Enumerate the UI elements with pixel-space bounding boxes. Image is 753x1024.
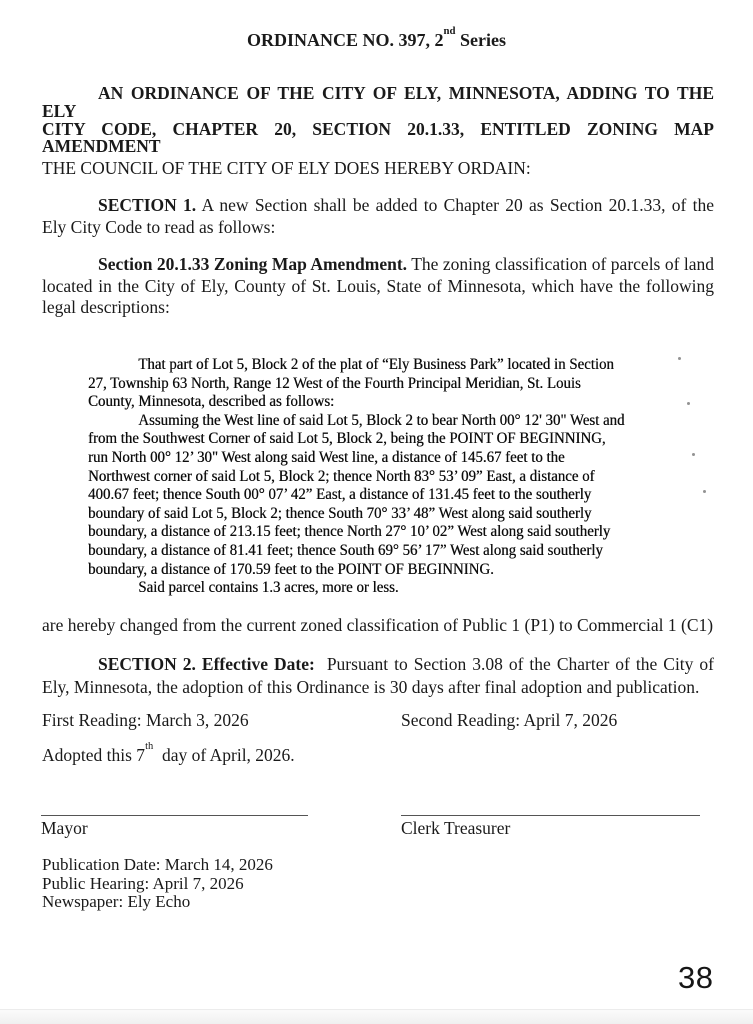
ordain-clause: THE COUNCIL OF THE CITY OF ELY DOES HEREBY ORDAIN: xyxy=(42,158,531,178)
adopted-superscript: th xyxy=(145,740,154,752)
legal-line: from the Southwest Corner of said Lot 5, Block 2, being the POINT OF BEGINNING, xyxy=(88,430,606,448)
legal-line: Said parcel contains 1.3 acres, more or less. xyxy=(138,579,399,597)
ordinance-title-superscript: nd xyxy=(443,24,456,37)
section-1-lead: SECTION 1. xyxy=(98,195,197,215)
scan-speck xyxy=(703,490,706,493)
legal-line: 400.67 feet; thence South 00° 07’ 42” East, a distance of 131.45 feet to the southerly xyxy=(88,486,592,504)
ordinance-title-prefix: ORDINANCE NO. 397, 2 xyxy=(246,30,444,50)
section-1-paragraph xyxy=(42,194,714,238)
section-20-1-33-body: The zoning classification of parcels of land located in the City of Ely, County of St. Louis, State of Minnesota, which have the following legal descriptions: xyxy=(42,254,714,318)
heading-line-2: CITY CODE, CHAPTER 20, SECTION 20.1.33, ENTITLED ZONING MAP xyxy=(42,118,714,139)
legal-line: Northwest corner of said Lot 5, Block 2; thence North 83° 53’ 09” East, a distance of xyxy=(88,467,595,485)
page-number: 38 xyxy=(678,960,714,995)
legal-description-block xyxy=(88,356,646,598)
scan-speck xyxy=(678,357,681,360)
section-20-1-33-lead: Section 20.1.33 Zoning Map Amendment. xyxy=(98,254,408,274)
clerk-treasurer-signature-line xyxy=(401,815,700,816)
publication-info-block xyxy=(42,856,542,912)
publication-date-line: Publication Date: March 14, 2026 xyxy=(42,855,273,874)
adopted-prefix: Adopted this 7 xyxy=(42,745,146,765)
section-1-body: A new Section shall be added to Chapter 20 as Section 20.1.33, of the Ely City Code to read as follows: xyxy=(42,195,714,238)
rezoning-clause: are hereby changed from the current zoned classification of Public 1 (P1) to Commercial 1 (C1) xyxy=(42,615,714,635)
legal-line: County, Minnesota, described as follows: xyxy=(88,393,335,411)
section-20-1-33-paragraph xyxy=(42,254,714,319)
public-hearing-line: Public Hearing: April 7, 2026 xyxy=(42,873,244,893)
section-2-body: Pursuant to Section 3.08 of the Charter of the City of Ely, Minnesota, the adoption of this Ordinance is 30 days after final adoption and publication. xyxy=(42,654,715,697)
legal-line: boundary, a distance of 213.15 feet; thence North 27° 10’ 02” West along said southerly xyxy=(88,523,611,541)
viewer-bottom-edge xyxy=(0,1009,753,1024)
legal-line: 27, Township 63 North, Range 12 West of the Fourth Principal Meridian, St. Louis xyxy=(88,374,581,392)
readings-row xyxy=(42,710,714,732)
heading-line-3: AMENDMENT xyxy=(42,136,161,157)
legal-line: That part of Lot 5, Block 2 of the plat of “Ely Business Park” located in Section xyxy=(138,356,614,373)
scan-speck xyxy=(692,453,695,456)
first-reading: First Reading: March 3, 2026 xyxy=(42,710,249,730)
newspaper-line: Newspaper: Ely Echo xyxy=(42,892,191,912)
mayor-signature-block xyxy=(41,815,308,839)
scan-speck xyxy=(687,402,690,405)
mayor-signature-label: Mayor xyxy=(41,818,88,838)
legal-line: Assuming the West line of said Lot 5, Block 2 to bear North 00° 12' 30" West and xyxy=(138,411,625,429)
legal-line: boundary of said Lot 5, Block 2; thence South 70° 33’ 48” West along said southerly xyxy=(88,504,592,522)
legal-line: boundary, a distance of 170.59 feet to the POINT OF BEGINNING. xyxy=(88,560,494,578)
clerk-treasurer-signature-label: Clerk Treasurer xyxy=(401,818,511,838)
legal-line: boundary, a distance of 81.41 feet; thence South 69° 56’ 17” West along said southerly xyxy=(88,541,603,559)
ordinance-title xyxy=(0,24,753,50)
second-reading: Second Reading: April 7, 2026 xyxy=(401,710,618,730)
adopted-suffix: day of April, 2026. xyxy=(153,745,295,765)
ordinance-heading xyxy=(42,85,714,156)
mayor-signature-line xyxy=(41,815,308,816)
section-2-paragraph xyxy=(42,653,714,699)
adopted-line xyxy=(42,740,714,766)
ordinance-title-suffix: Series xyxy=(455,30,506,50)
clerk-treasurer-signature-block xyxy=(401,815,700,839)
section-2-lead: SECTION 2. Effective Date: xyxy=(98,654,315,674)
heading-line-1: AN ORDINANCE OF THE CITY OF ELY, MINNESOTA, ADDING TO THE ELY xyxy=(42,83,714,121)
legal-line: run North 00° 12’ 30" West along said West line, a distance of 145.67 feet to the xyxy=(88,448,565,466)
